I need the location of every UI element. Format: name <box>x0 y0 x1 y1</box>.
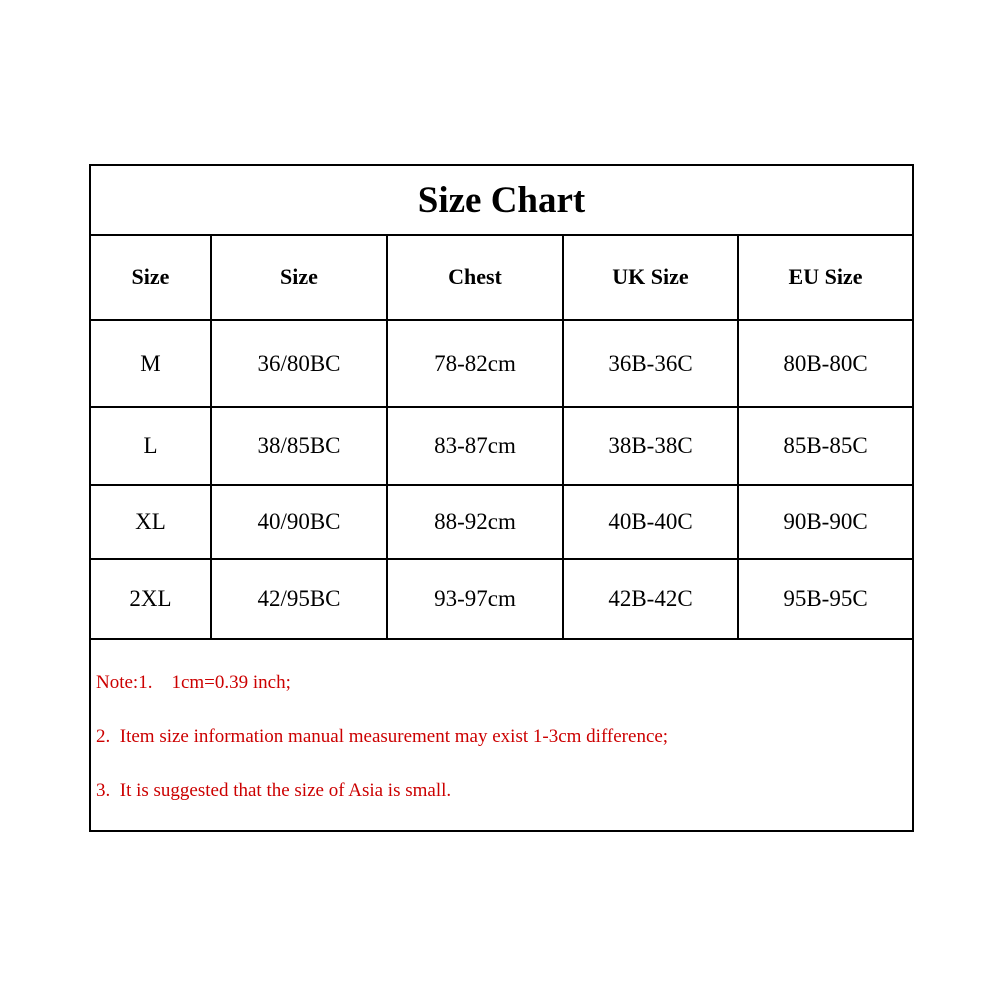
cell-size: XL <box>91 485 211 559</box>
header-size: Size <box>91 234 211 320</box>
cell-uk-size: 40B-40C <box>563 485 738 559</box>
table-row <box>91 407 912 485</box>
cell-size: L <box>91 407 211 485</box>
cell-size: M <box>91 320 211 407</box>
header-uk-size: UK Size <box>563 234 738 320</box>
cell-chest: 88-92cm <box>387 485 563 559</box>
size-chart <box>89 164 914 832</box>
cell-size: 2XL <box>91 559 211 639</box>
header-size-band: Size <box>211 234 387 320</box>
note-line: 3. It is suggested that the size of Asia is small. <box>96 780 452 801</box>
table-row <box>91 485 912 559</box>
table-row <box>91 320 912 407</box>
cell-uk-size: 38B-38C <box>563 407 738 485</box>
cell-chest: 78-82cm <box>387 320 563 407</box>
size-table <box>91 234 912 640</box>
cell-size-band: 36/80BC <box>211 320 387 407</box>
cell-size-band: 40/90BC <box>211 485 387 559</box>
cell-size-band: 42/95BC <box>211 559 387 639</box>
cell-eu-size: 85B-85C <box>738 407 912 485</box>
table-row <box>91 559 912 639</box>
notes-section <box>96 656 896 818</box>
table-header-row <box>91 234 912 320</box>
cell-uk-size: 42B-42C <box>563 559 738 639</box>
cell-eu-size: 90B-90C <box>738 485 912 559</box>
cell-uk-size: 36B-36C <box>563 320 738 407</box>
cell-chest: 83-87cm <box>387 407 563 485</box>
cell-eu-size: 80B-80C <box>738 320 912 407</box>
header-chest: Chest <box>387 234 563 320</box>
note-line: 2. Item size information manual measurement may exist 1-3cm difference; <box>96 726 669 747</box>
cell-size-band: 38/85BC <box>211 407 387 485</box>
note-line: Note:1. 1cm=0.39 inch; <box>96 672 291 693</box>
header-eu-size: EU Size <box>738 234 912 320</box>
cell-eu-size: 95B-95C <box>738 559 912 639</box>
chart-title: Size Chart <box>91 166 912 236</box>
cell-chest: 93-97cm <box>387 559 563 639</box>
